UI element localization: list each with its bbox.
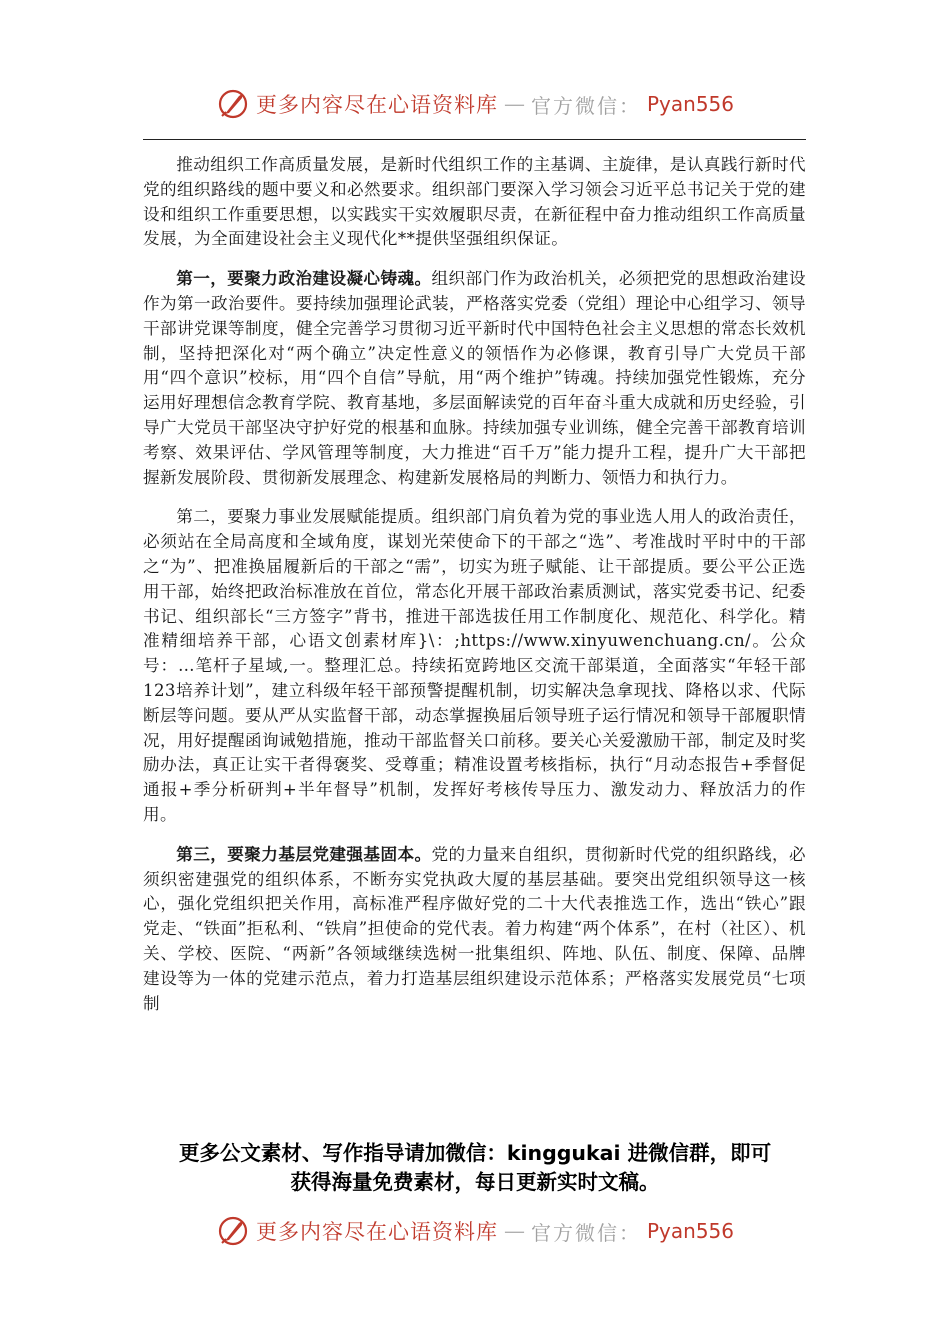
paragraph-lead: 第三，要聚力基层党建强基固本。: [176, 843, 432, 864]
paragraph-text: 组织部门作为政治机关，必须把党的思想政治建设作为第一政治要件。要持续加强理论武装，严格落实党委（党组）理论中心组学习、领导干部讲党课等制度，健全完善学习贯彻习近平新时代中国特色社会主义思想的常态长效机制，坚持把深化对“两个确立”决定性意义的领悟作为必修课，教育引导广大党员干部用“四个意识”校标，用“四个自信”导航，用“两个维护”铸魂。持续加强党性锻炼，充分运用好理想信念教育学院、教育基地，多层面解读党的百年奋斗重大成就和历史经验，引导广大党员干部坚决守护好党的根基和血脉。持续加强专业训练，健全完善干部教育培训考察、效果评估、学风管理等制度，大力推进“百千万”能力提升工程，提升广大干部把握新发展阶段、贯彻新发展理念、构建新发展格局的判断力、领悟力和执行力。: [143, 269, 806, 487]
promo-line-2: 获得海量免费素材，每日更新实时文稿。: [290, 1170, 660, 1194]
quill-logo-icon: [216, 87, 250, 121]
promo-banner: [100, 1139, 850, 1197]
footer-watermark: [0, 1211, 950, 1251]
watermark-wechat-id: Pyan556: [646, 92, 734, 116]
paragraph-third: [143, 842, 806, 1017]
watermark-dash: —: [503, 92, 525, 116]
watermark-sub-text: 官方微信：: [530, 93, 641, 118]
watermark-main-text: 更多内容尽在心语资料库: [255, 1220, 498, 1244]
paragraph-lead: 第一，要聚力政治建设凝心铸魂。: [176, 268, 432, 289]
watermark-sub-text: 官方微信：: [530, 1220, 641, 1245]
paragraph-text: 第二，要聚力事业发展赋能提质。组织部门肩负着为党的事业选人用人的政治责任，必须站在全局高度和全域角度，谋划光荣使命下的干部之“选”、考准战时平时中的干部之“为”、把准换届履新后的干部之“需”，切实为班子赋能、让干部提质。要公平公正选用干部，始终把政治标准放在首位，常态化开展干部政治素质测试，落实党委书记、纪委书记、组织部长“三方签字”背书，推进干部选拔任用工作制度化、规范化、科学化。精准精细培养干部，心语文创素材库}\：;https://www.xinyuwenchuang.cn/。公众号：…笔杆子星域,一。整理汇总。持续拓宽跨地区交流干部渠道，全面落实“年轻干部123培养计划”，建立科级年轻干部预警提醒机制，切实解决急拿现找、降格以求、代际断层等问题。要从严从实监督干部，动态掌握换届后领导班子运行情况和领导干部履职情况，用好提醒函询诫勉措施，推动干部监督关口前移。要关心关爱激励干部，制定及时奖励办法，真正让实干者得褒奖、受尊重；精准设置考核指标，执行“月动态报告+季督促通报+季分析研判+半年督导”机制，发挥好考核传导压力、激发动力、释放活力的作用。: [143, 507, 806, 824]
promo-line-1: 更多公文素材、写作指导请加微信：kinggukai 进微信群，即可: [178, 1141, 772, 1165]
paragraph-first: [143, 266, 806, 490]
document-body: [143, 152, 806, 1030]
watermark-dash: —: [503, 1219, 525, 1243]
quill-logo-icon: [216, 1214, 250, 1248]
watermark-wechat-id: Pyan556: [646, 1219, 734, 1243]
header-rule: [143, 139, 806, 140]
paragraph-intro: [143, 152, 806, 252]
paragraph-text: 推动组织工作高质量发展，是新时代组织工作的主基调、主旋律，是认真践行新时代党的组织路线的题中要义和必然要求。组织部门要深入学习领会习近平总书记关于党的建设和组织工作重要思想，以实践实干实效履职尽责，在新征程中奋力推动组织工作高质量发展，为全面建设社会主义现代化**提供坚强组织保证。: [143, 155, 806, 249]
paragraph-text: 党的力量来自组织，贯彻新时代党的组织路线，必须织密建强党的组织体系，不断夯实党执政大厦的基层基础。要突出党组织领导这一核心，强化党组织把关作用，高标准严程序做好党的二十大代表推选工作，选出“铁心”跟党走、“铁面”拒私利、“铁肩”担使命的党代表。着力构建“两个体系”，在村（社区）、机关、学校、医院、“两新”各领域继续选树一批集组织、阵地、队伍、制度、保障、品牌建设等为一体的党建示范点，着力打造基层组织建设示范体系；严格落实发展党员“七项制: [143, 844, 806, 1013]
header-watermark: [0, 84, 950, 124]
paragraph-second: [143, 504, 806, 827]
watermark-main-text: 更多内容尽在心语资料库: [255, 93, 498, 117]
